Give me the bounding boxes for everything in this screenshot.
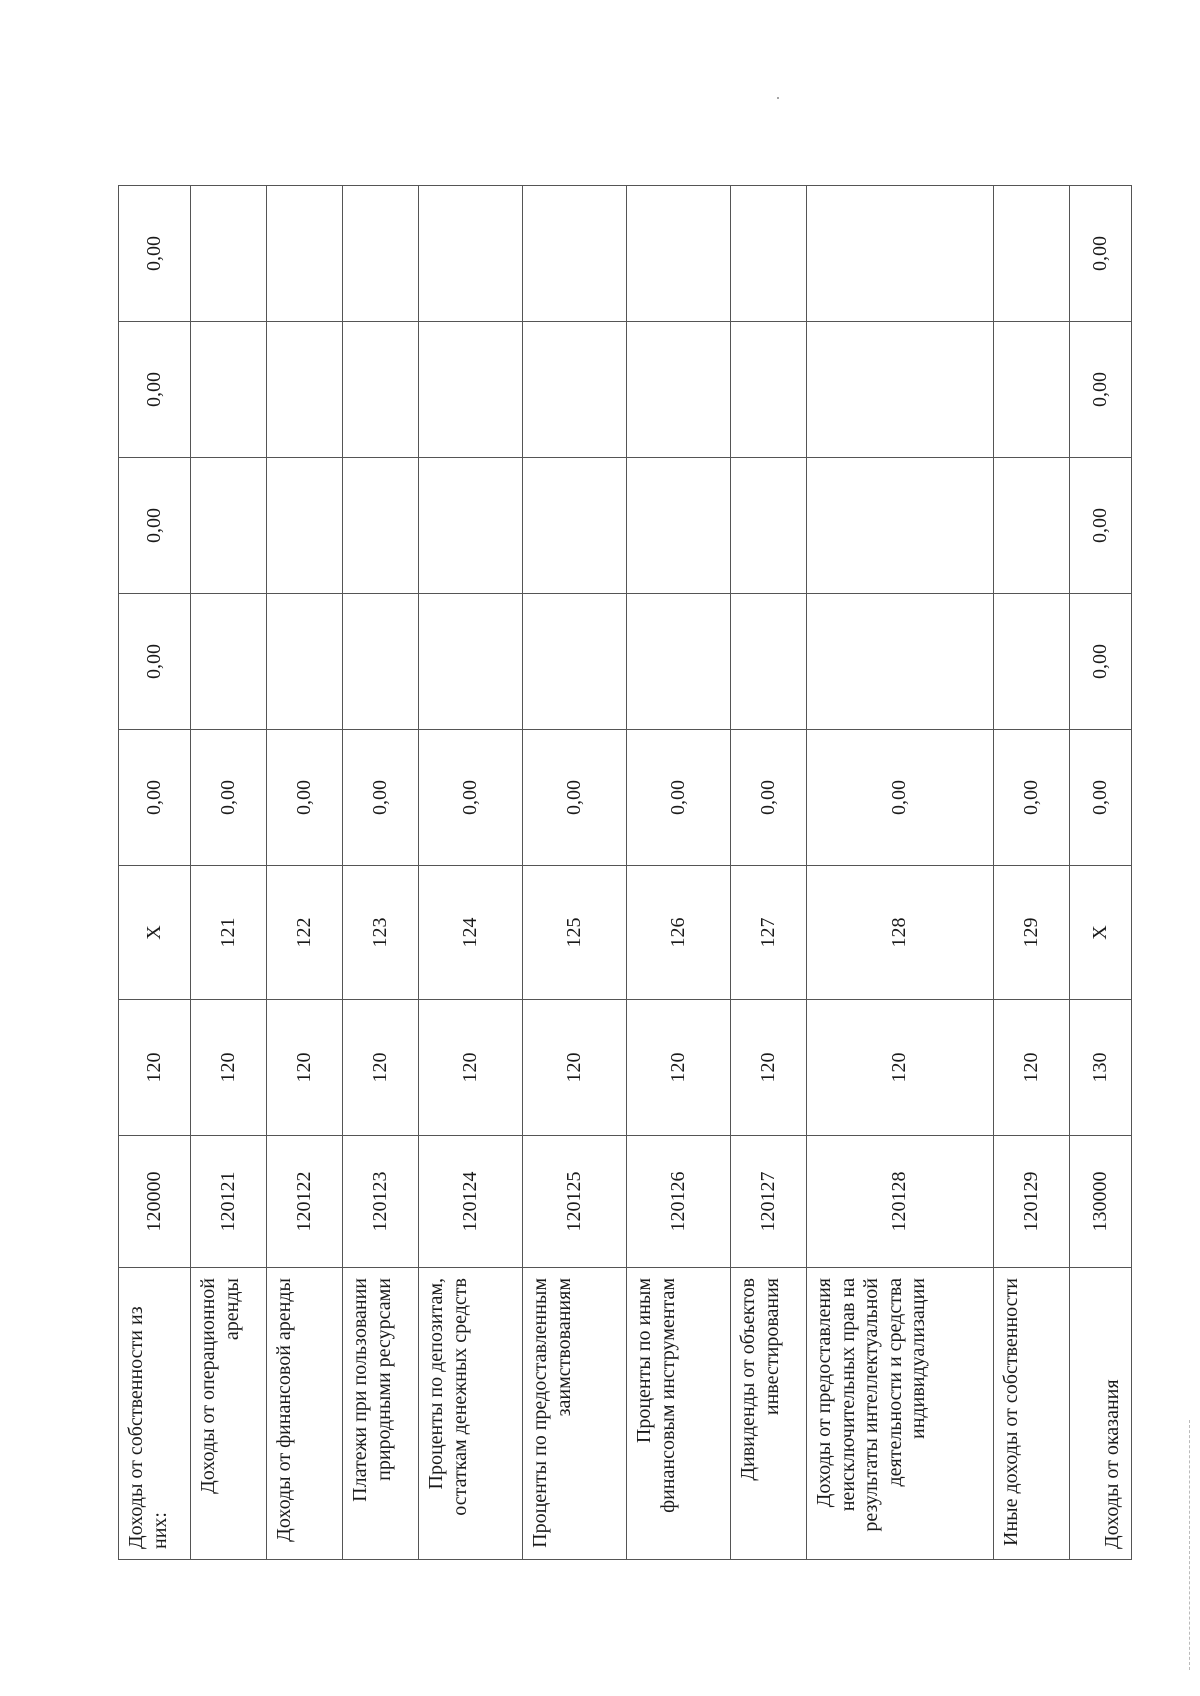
table-row (343, 186, 419, 1560)
row-value-5 (627, 186, 731, 322)
row-value-3 (807, 458, 994, 594)
row-kosgu: 120 (119, 1000, 191, 1136)
row-name: Платежи при пользовании природными ресурсами (343, 1268, 419, 1560)
row-value-5 (994, 186, 1070, 322)
row-value-1: 0,00 (419, 730, 523, 866)
row-value-1: 0,00 (343, 730, 419, 866)
table-row (627, 186, 731, 1560)
row-value-1: 0,00 (627, 730, 731, 866)
row-name: Доходы от предоставления неисключительных прав на результаты интеллектуальной деятельности и средства индивидуализации (807, 1268, 994, 1560)
row-value-4: 0,00 (1070, 322, 1132, 458)
row-value-5 (343, 186, 419, 322)
row-name: Иные доходы от собственности (994, 1268, 1070, 1560)
row-analytic-code: 126 (627, 866, 731, 1000)
row-value-2 (419, 594, 523, 730)
row-code: 120129 (994, 1136, 1070, 1268)
row-value-2 (807, 594, 994, 730)
table-row (731, 186, 807, 1560)
row-value-3 (191, 458, 267, 594)
row-kosgu: 120 (994, 1000, 1070, 1136)
row-name: Доходы от операционной аренды (191, 1268, 267, 1560)
row-value-5 (731, 186, 807, 322)
row-kosgu: 120 (523, 1000, 627, 1136)
row-value-3 (267, 458, 343, 594)
row-kosgu: 120 (267, 1000, 343, 1136)
table-row (419, 186, 523, 1560)
row-value-5 (523, 186, 627, 322)
row-code: 120121 (191, 1136, 267, 1268)
table-row (994, 186, 1070, 1560)
row-value-2 (627, 594, 731, 730)
row-kosgu: 130 (1070, 1000, 1132, 1136)
row-value-4 (419, 322, 523, 458)
scan-speck (777, 97, 779, 99)
row-value-1: 0,00 (1070, 730, 1132, 866)
row-value-5: 0,00 (1070, 186, 1132, 322)
row-analytic-code: 123 (343, 866, 419, 1000)
row-analytic-code: X (119, 866, 191, 1000)
row-kosgu: 120 (419, 1000, 523, 1136)
row-value-3: 0,00 (119, 458, 191, 594)
row-value-1: 0,00 (994, 730, 1070, 866)
row-kosgu: 120 (627, 1000, 731, 1136)
table-row (523, 186, 627, 1560)
table-row (1070, 186, 1132, 1560)
row-code: 120122 (267, 1136, 343, 1268)
row-analytic-code: 128 (807, 866, 994, 1000)
row-value-1: 0,00 (191, 730, 267, 866)
row-analytic-code: 124 (419, 866, 523, 1000)
row-value-1: 0,00 (807, 730, 994, 866)
row-value-2 (343, 594, 419, 730)
row-value-1: 0,00 (523, 730, 627, 866)
row-value-4 (627, 322, 731, 458)
row-value-4 (523, 322, 627, 458)
row-analytic-code: X (1070, 866, 1132, 1000)
row-name: Доходы от оказания (1070, 1268, 1132, 1560)
row-code: 120127 (731, 1136, 807, 1268)
row-value-3 (994, 458, 1070, 594)
row-value-4 (994, 322, 1070, 458)
row-value-5 (267, 186, 343, 322)
table-row (267, 186, 343, 1560)
row-value-5 (807, 186, 994, 322)
row-analytic-code: 129 (994, 866, 1070, 1000)
row-code: 120125 (523, 1136, 627, 1268)
row-value-2 (523, 594, 627, 730)
row-value-3 (731, 458, 807, 594)
row-code: 120128 (807, 1136, 994, 1268)
row-name: Проценты по иным финансовым инструментам (627, 1268, 731, 1560)
row-value-2 (994, 594, 1070, 730)
row-value-2: 0,00 (1070, 594, 1132, 730)
income-table (118, 185, 1132, 1560)
row-value-3: 0,00 (1070, 458, 1132, 594)
row-value-3 (523, 458, 627, 594)
row-kosgu: 120 (731, 1000, 807, 1136)
table-row (807, 186, 994, 1560)
row-value-4 (731, 322, 807, 458)
row-code: 120123 (343, 1136, 419, 1268)
scan-edge-marks (1189, 1420, 1192, 1670)
row-value-1: 0,00 (119, 730, 191, 866)
row-kosgu: 120 (343, 1000, 419, 1136)
row-code: 120000 (119, 1136, 191, 1268)
row-value-2 (731, 594, 807, 730)
rotated-page (118, 186, 1131, 1560)
row-value-3 (419, 458, 523, 594)
row-value-1: 0,00 (731, 730, 807, 866)
row-value-5 (191, 186, 267, 322)
row-value-3 (343, 458, 419, 594)
row-analytic-code: 127 (731, 866, 807, 1000)
row-name: Дивиденды от объектов инвестирования (731, 1268, 807, 1560)
row-value-4 (343, 322, 419, 458)
row-value-5 (419, 186, 523, 322)
row-value-1: 0,00 (267, 730, 343, 866)
row-analytic-code: 125 (523, 866, 627, 1000)
table-row (119, 186, 191, 1560)
row-name: Доходы от собственности из них: (119, 1268, 191, 1560)
row-kosgu: 120 (807, 1000, 994, 1136)
row-value-4 (267, 322, 343, 458)
row-name: Проценты по депозитам, остаткам денежных средств (419, 1268, 523, 1560)
row-code: 120126 (627, 1136, 731, 1268)
row-name: Проценты по предоставленным заимствованиям (523, 1268, 627, 1560)
row-code: 130000 (1070, 1136, 1132, 1268)
row-value-4 (191, 322, 267, 458)
row-value-2 (267, 594, 343, 730)
row-value-3 (627, 458, 731, 594)
row-kosgu: 120 (191, 1000, 267, 1136)
row-value-4 (807, 322, 994, 458)
row-name: Доходы от финансовой аренды (267, 1268, 343, 1560)
table-row (191, 186, 267, 1560)
row-value-4: 0,00 (119, 322, 191, 458)
row-value-5: 0,00 (119, 186, 191, 322)
row-value-2 (191, 594, 267, 730)
row-value-2: 0,00 (119, 594, 191, 730)
row-analytic-code: 122 (267, 866, 343, 1000)
row-code: 120124 (419, 1136, 523, 1268)
row-analytic-code: 121 (191, 866, 267, 1000)
